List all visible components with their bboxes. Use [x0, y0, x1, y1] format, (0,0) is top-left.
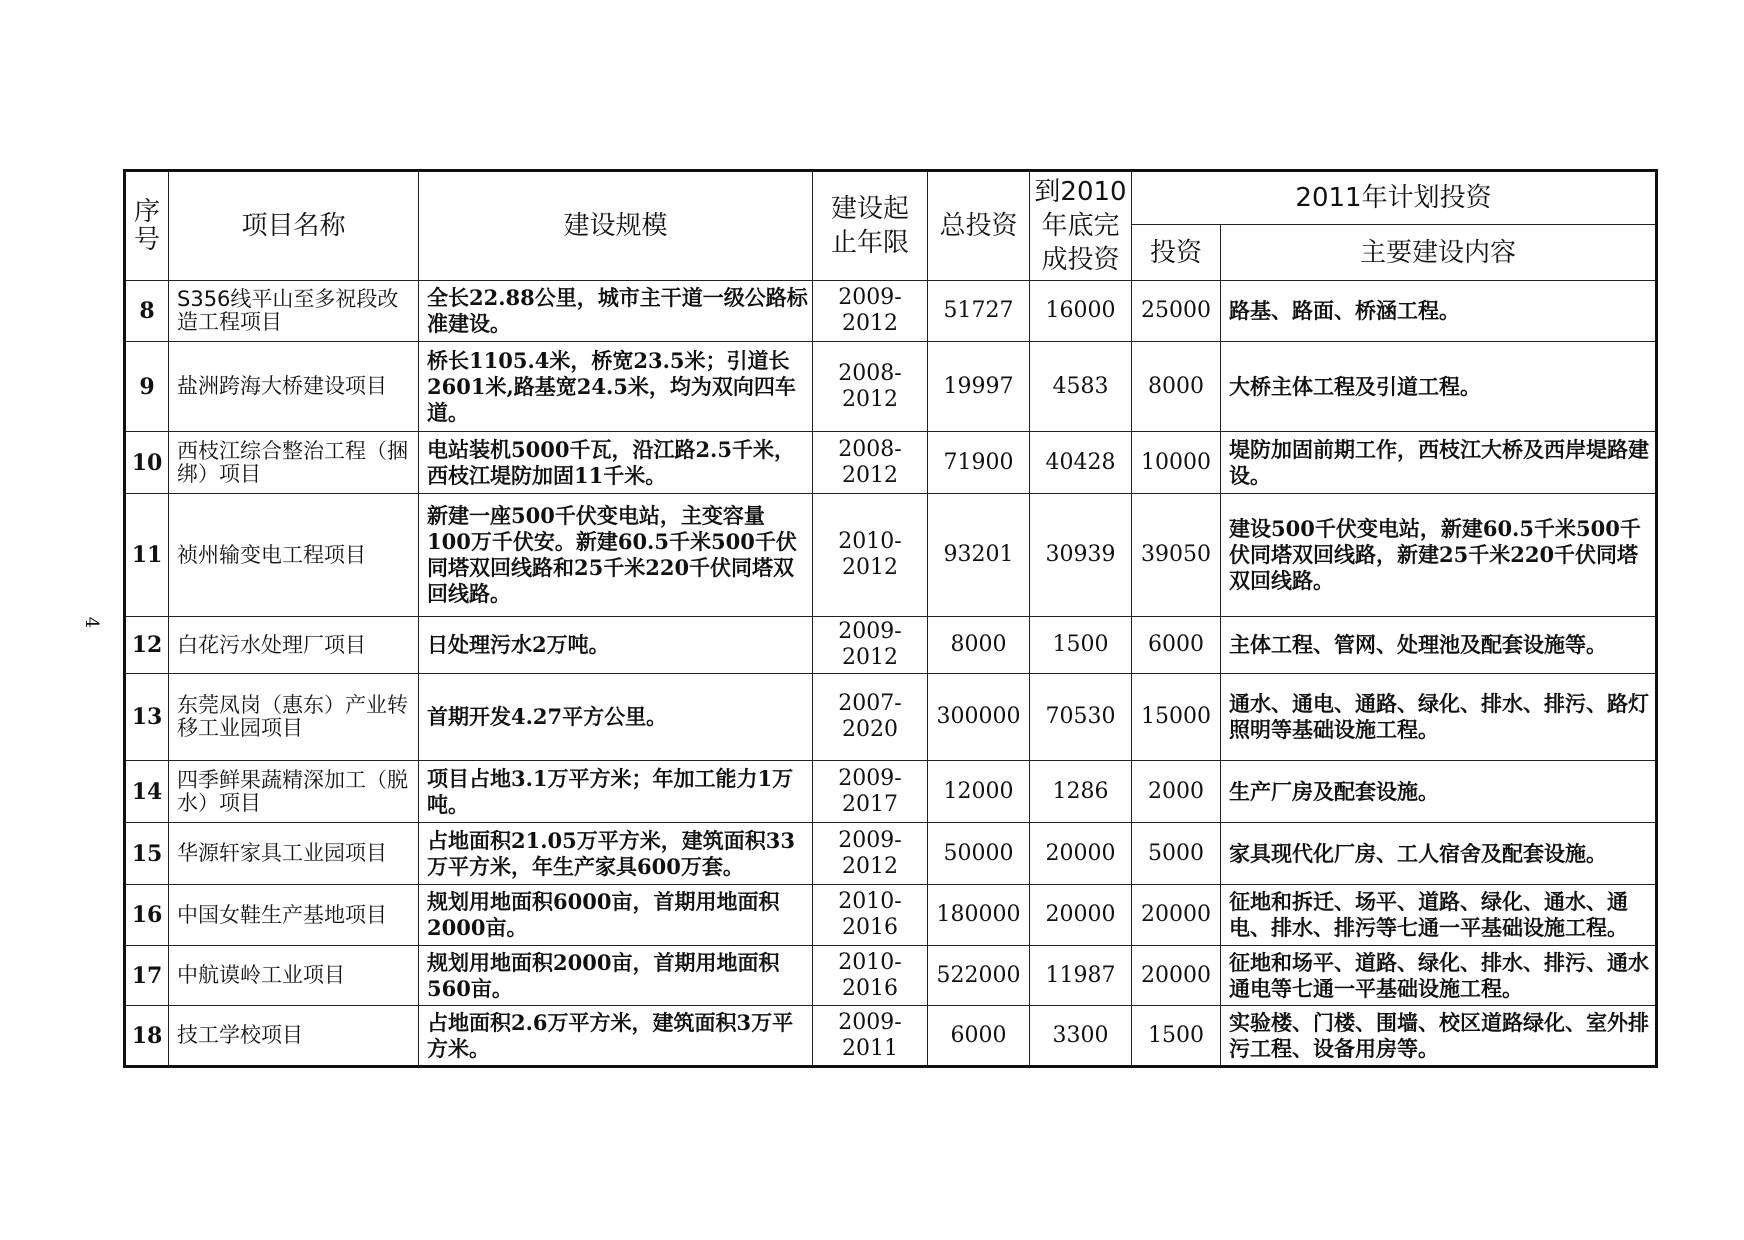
- cell-plan-content: 实验楼、门楼、围墙、校区道路绿化、室外排污工程、设备用房等。: [1221, 1006, 1657, 1067]
- cell-completed: 20000: [1030, 823, 1132, 885]
- cell-plan-invest: 20000: [1132, 946, 1221, 1006]
- cell-completed: 3300: [1030, 1006, 1132, 1067]
- cell-total: 300000: [928, 674, 1030, 761]
- cell-seq: 15: [125, 823, 169, 885]
- cell-completed: 20000: [1030, 885, 1132, 946]
- cell-seq: 11: [125, 494, 169, 617]
- header-seq: [125, 171, 169, 281]
- cell-total: 180000: [928, 885, 1030, 946]
- cell-name: 中国女鞋生产基地项目: [169, 885, 419, 946]
- cell-plan-invest: 15000: [1132, 674, 1221, 761]
- cell-plan-invest: 8000: [1132, 342, 1221, 432]
- cell-period: 2008-2012: [813, 432, 928, 494]
- cell-completed: 1500: [1030, 617, 1132, 674]
- cell-completed: 16000: [1030, 281, 1132, 342]
- cell-period: 2010-2012: [813, 494, 928, 617]
- cell-completed: 4583: [1030, 342, 1132, 432]
- cell-total: 8000: [928, 617, 1030, 674]
- cell-name: S356线平山至多祝段改造工程项目: [169, 281, 419, 342]
- cell-scale: 桥长1105.4米，桥宽23.5米；引道长2601米,路基宽24.5米，均为双向四车道。: [419, 342, 813, 432]
- table-row: [125, 885, 1657, 946]
- cell-completed: 30939: [1030, 494, 1132, 617]
- cell-scale: 日处理污水2万吨。: [419, 617, 813, 674]
- table-row: [125, 761, 1657, 823]
- cell-seq: 8: [125, 281, 169, 342]
- cell-seq: 12: [125, 617, 169, 674]
- header-seq-line2: 号: [133, 225, 160, 255]
- page-number: 4: [81, 616, 103, 629]
- cell-total: 93201: [928, 494, 1030, 617]
- cell-scale: 全长22.88公里，城市主干道一级公路标准建设。: [419, 281, 813, 342]
- table-row: [125, 617, 1657, 674]
- header-plan-invest: 投资: [1132, 225, 1221, 281]
- cell-total: 50000: [928, 823, 1030, 885]
- cell-plan-content: 生产厂房及配套设施。: [1221, 761, 1657, 823]
- cell-seq: 16: [125, 885, 169, 946]
- cell-completed: 70530: [1030, 674, 1132, 761]
- cell-scale: 规划用地面积2000亩，首期用地面积560亩。: [419, 946, 813, 1006]
- cell-period: 2009-2012: [813, 281, 928, 342]
- cell-plan-content: 主体工程、管网、处理池及配套设施等。: [1221, 617, 1657, 674]
- cell-period: 2009-2012: [813, 823, 928, 885]
- cell-scale: 规划用地面积6000亩，首期用地面积2000亩。: [419, 885, 813, 946]
- table-row: [125, 432, 1657, 494]
- cell-name: 盐洲跨海大桥建设项目: [169, 342, 419, 432]
- cell-name: 祯州输变电工程项目: [169, 494, 419, 617]
- cell-plan-content: 大桥主体工程及引道工程。: [1221, 342, 1657, 432]
- cell-plan-invest: 2000: [1132, 761, 1221, 823]
- cell-plan-content: 征地和拆迁、场平、道路、绿化、通水、通电、排水、排污等七通一平基础设施工程。: [1221, 885, 1657, 946]
- cell-period: 2007-2020: [813, 674, 928, 761]
- cell-seq: 13: [125, 674, 169, 761]
- cell-scale: 新建一座500千伏变电站，主变容量100万千伏安。新建60.5千米500千伏同塔双回线路和25千米220千伏同塔双回线路。: [419, 494, 813, 617]
- cell-scale: 占地面积2.6万平方米，建筑面积3万平方米。: [419, 1006, 813, 1067]
- table-row: [125, 342, 1657, 432]
- cell-completed: 40428: [1030, 432, 1132, 494]
- cell-total: 51727: [928, 281, 1030, 342]
- table-header: [125, 171, 1657, 281]
- cell-plan-invest: 6000: [1132, 617, 1221, 674]
- cell-period: 2009-2011: [813, 1006, 928, 1067]
- cell-seq: 10: [125, 432, 169, 494]
- cell-total: 6000: [928, 1006, 1030, 1067]
- cell-name: 华源轩家具工业园项目: [169, 823, 419, 885]
- cell-name: 白花污水处理厂项目: [169, 617, 419, 674]
- cell-plan-invest: 10000: [1132, 432, 1221, 494]
- cell-plan-content: 通水、通电、通路、绿化、排水、排污、路灯照明等基础设施工程。: [1221, 674, 1657, 761]
- table-row: [125, 823, 1657, 885]
- cell-plan-content: 征地和场平、道路、绿化、排水、排污、通水通电等七通一平基础设施工程。: [1221, 946, 1657, 1006]
- header-seq-line1: 序: [133, 197, 160, 227]
- cell-period: 2008-2012: [813, 342, 928, 432]
- cell-total: 71900: [928, 432, 1030, 494]
- header-plan-group: 2011年计划投资: [1132, 171, 1657, 225]
- header-period: 建设起止年限: [813, 171, 928, 281]
- cell-scale: 项目占地3.1万平方米；年加工能力1万吨。: [419, 761, 813, 823]
- cell-period: 2010-2016: [813, 885, 928, 946]
- table-row: [125, 946, 1657, 1006]
- header-completed: 到2010年底完成投资: [1030, 171, 1132, 281]
- cell-name: 中航谟岭工业项目: [169, 946, 419, 1006]
- project-table-container: [123, 169, 1655, 1069]
- cell-scale: 电站装机5000千瓦，沿江路2.5千米，西枝江堤防加固11千米。: [419, 432, 813, 494]
- cell-total: 19997: [928, 342, 1030, 432]
- cell-plan-invest: 5000: [1132, 823, 1221, 885]
- cell-plan-content: 家具现代化厂房、工人宿舍及配套设施。: [1221, 823, 1657, 885]
- cell-name: 西枝江综合整治工程（捆绑）项目: [169, 432, 419, 494]
- cell-name: 技工学校项目: [169, 1006, 419, 1067]
- cell-plan-invest: 20000: [1132, 885, 1221, 946]
- table-row: [125, 674, 1657, 761]
- table-row: [125, 494, 1657, 617]
- cell-plan-invest: 1500: [1132, 1006, 1221, 1067]
- table-row: [125, 281, 1657, 342]
- header-scale: 建设规模: [419, 171, 813, 281]
- header-plan-content: 主要建设内容: [1221, 225, 1657, 281]
- cell-seq: 14: [125, 761, 169, 823]
- table-body: [125, 281, 1657, 1067]
- header-total: 总投资: [928, 171, 1030, 281]
- table-row: [125, 1006, 1657, 1067]
- cell-total: 522000: [928, 946, 1030, 1006]
- cell-total: 12000: [928, 761, 1030, 823]
- cell-name: 东莞凤岗（惠东）产业转移工业园项目: [169, 674, 419, 761]
- cell-scale: 首期开发4.27平方公里。: [419, 674, 813, 761]
- cell-period: 2010-2016: [813, 946, 928, 1006]
- cell-seq: 9: [125, 342, 169, 432]
- header-name: 项目名称: [169, 171, 419, 281]
- cell-plan-content: 建设500千伏变电站，新建60.5千米500千伏同塔双回线路，新建25千米220千伏同塔双回线路。: [1221, 494, 1657, 617]
- cell-completed: 1286: [1030, 761, 1132, 823]
- cell-period: 2009-2017: [813, 761, 928, 823]
- cell-completed: 11987: [1030, 946, 1132, 1006]
- cell-plan-content: 路基、路面、桥涵工程。: [1221, 281, 1657, 342]
- cell-plan-invest: 25000: [1132, 281, 1221, 342]
- cell-plan-invest: 39050: [1132, 494, 1221, 617]
- cell-period: 2009-2012: [813, 617, 928, 674]
- cell-seq: 17: [125, 946, 169, 1006]
- cell-scale: 占地面积21.05万平方米，建筑面积33万平方米，年生产家具600万套。: [419, 823, 813, 885]
- cell-plan-content: 堤防加固前期工作，西枝江大桥及西岸堤路建设。: [1221, 432, 1657, 494]
- cell-seq: 18: [125, 1006, 169, 1067]
- project-table: [123, 169, 1658, 1068]
- cell-name: 四季鲜果蔬精深加工（脱水）项目: [169, 761, 419, 823]
